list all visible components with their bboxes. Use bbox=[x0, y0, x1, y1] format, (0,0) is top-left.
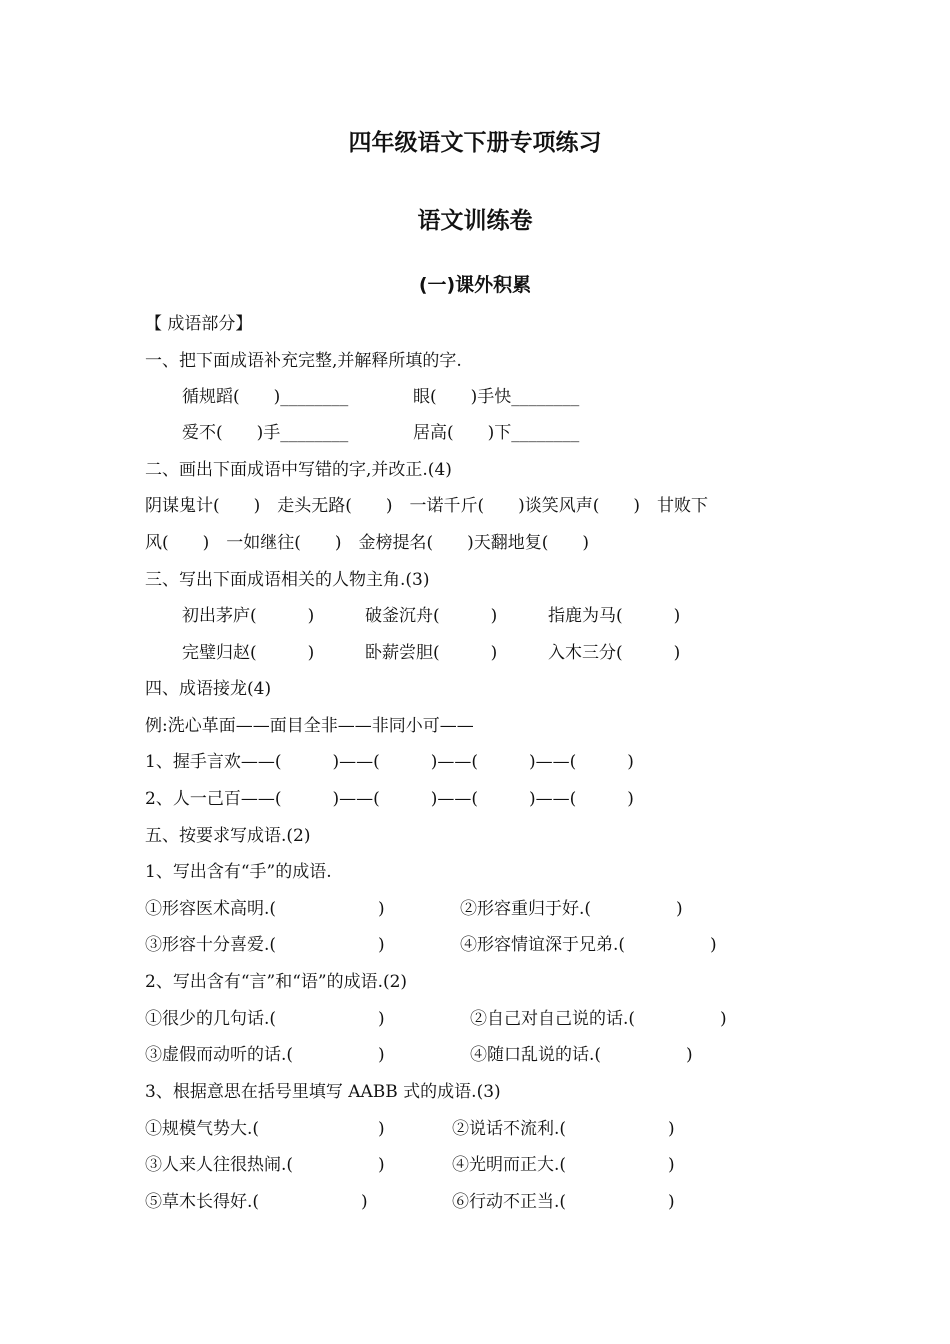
q1-item: 眼( )手快________ bbox=[413, 387, 580, 407]
q1-item: 爱不( )手________ bbox=[182, 423, 349, 443]
q5-item: ③虚假而动听的话.( ) bbox=[145, 1045, 385, 1065]
q5-item: ④随口乱说的话.( ) bbox=[470, 1045, 693, 1065]
part-label: 【 成语部分】 bbox=[145, 314, 253, 334]
q3-item: 入木三分( ) bbox=[548, 643, 681, 663]
q5-item: ③形容十分喜爱.( ) bbox=[145, 935, 385, 955]
page-title: 四年级语文下册专项练习 bbox=[348, 130, 602, 156]
q3-item: 完璧归赵( ) bbox=[182, 643, 315, 663]
q3-item: 指鹿为马( ) bbox=[548, 606, 681, 626]
q4-item: 1、握手言欢——( )——( )——( )——( ) bbox=[145, 752, 634, 772]
q4-heading: 四、成语接龙(4) bbox=[145, 679, 272, 699]
q4-item: 2、人一己百——( )——( )——( )——( ) bbox=[145, 789, 634, 809]
q5-item: ⑥行动不正当.( ) bbox=[452, 1192, 675, 1212]
q5-item: ④光明而正大.( ) bbox=[452, 1155, 675, 1175]
q5-heading: 五、按要求写成语.(2) bbox=[145, 826, 311, 846]
q2-heading: 二、画出下面成语中写错的字,并改正.(4) bbox=[145, 460, 452, 480]
q2-line: 风( ) 一如继往( ) 金榜提名( )天翻地复( ) bbox=[145, 533, 590, 553]
q5-item: ①形容医术高明.( ) bbox=[145, 899, 385, 919]
page-subtitle: 语文训练卷 bbox=[417, 208, 533, 234]
q5-sub-heading: 1、写出含有“手”的成语. bbox=[145, 862, 332, 882]
q5-item: ②形容重归于好.( ) bbox=[460, 899, 683, 919]
q1-item: 循规蹈( )________ bbox=[182, 387, 349, 407]
q5-sub-heading: 3、根据意思在括号里填写 AABB 式的成语.(3) bbox=[145, 1082, 501, 1102]
section-title: (一)课外积累 bbox=[418, 274, 532, 296]
q3-item: 初出茅庐( ) bbox=[182, 606, 315, 626]
q5-item: ②自己对自己说的话.( ) bbox=[470, 1009, 727, 1029]
q5-item: ③人来人往很热闹.( ) bbox=[145, 1155, 385, 1175]
q2-line: 阴谋鬼计( ) 走头无路( ) 一诺千斤( )谈笑风声( ) 甘败下 bbox=[145, 496, 709, 516]
q1-heading: 一、把下面成语补充完整,并解释所填的字. bbox=[145, 351, 462, 371]
q5-item: ①很少的几句话.( ) bbox=[145, 1009, 385, 1029]
q3-item: 卧薪尝胆( ) bbox=[365, 643, 498, 663]
q4-example: 例:洗心革面——面目全非——非同小可—— bbox=[145, 716, 474, 736]
q5-sub-heading: 2、写出含有“言”和“语”的成语.(2) bbox=[145, 972, 408, 992]
q3-heading: 三、写出下面成语相关的人物主角.(3) bbox=[145, 570, 430, 590]
q3-item: 破釜沉舟( ) bbox=[365, 606, 498, 626]
q5-item: ②说话不流利.( ) bbox=[452, 1119, 675, 1139]
q5-item: ④形容情谊深于兄弟.( ) bbox=[460, 935, 717, 955]
q5-item: ①规模气势大.( ) bbox=[145, 1119, 385, 1139]
q5-item: ⑤草木长得好.( ) bbox=[145, 1192, 368, 1212]
q1-item: 居高( )下________ bbox=[413, 423, 580, 443]
